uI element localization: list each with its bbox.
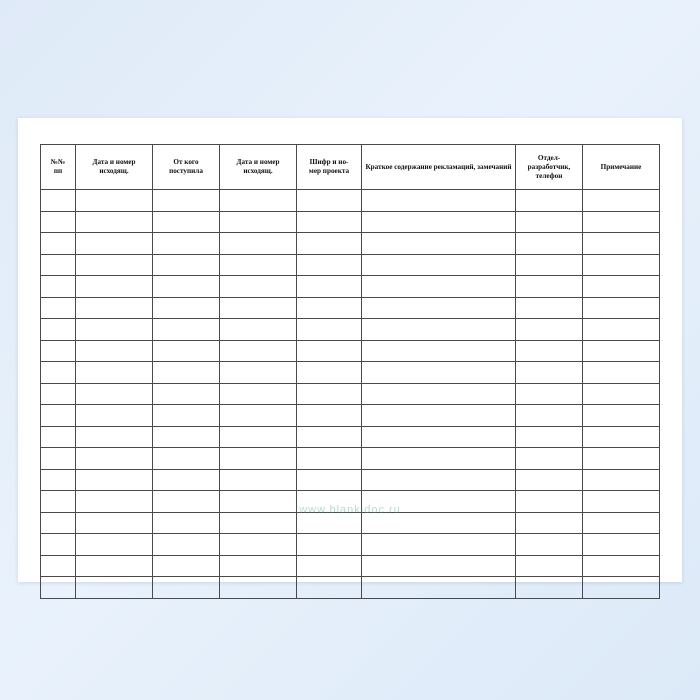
table-cell[interactable] xyxy=(153,233,220,255)
table-cell[interactable] xyxy=(41,448,76,470)
table-cell[interactable] xyxy=(153,426,220,448)
table-cell[interactable] xyxy=(516,512,583,534)
table-cell[interactable] xyxy=(153,534,220,556)
table-cell[interactable] xyxy=(76,297,153,319)
table-row xyxy=(41,469,660,491)
table-cell[interactable] xyxy=(220,426,297,448)
table-cell[interactable] xyxy=(583,211,660,233)
table-cell[interactable] xyxy=(220,190,297,212)
table-cell[interactable] xyxy=(362,534,516,556)
watermark-text: www.blankidoc.ru xyxy=(299,504,401,516)
table-cell[interactable] xyxy=(41,491,76,513)
table-cell[interactable] xyxy=(76,340,153,362)
header-line: Шифр и но- xyxy=(309,158,349,166)
table-cell[interactable] xyxy=(41,426,76,448)
table-cell[interactable] xyxy=(362,340,516,362)
table-cell[interactable] xyxy=(153,405,220,427)
table-cell[interactable] xyxy=(220,362,297,384)
table-cell[interactable] xyxy=(583,491,660,513)
table-cell[interactable] xyxy=(362,233,516,255)
table-cell[interactable] xyxy=(153,254,220,276)
table-cell[interactable] xyxy=(583,233,660,255)
table-cell[interactable] xyxy=(41,254,76,276)
header-line: Дата и номер xyxy=(92,158,136,166)
table-cell[interactable] xyxy=(76,362,153,384)
table-cell[interactable] xyxy=(583,426,660,448)
table-cell[interactable] xyxy=(220,340,297,362)
header-line: телефон xyxy=(535,171,563,180)
table-cell[interactable] xyxy=(516,233,583,255)
table-cell[interactable] xyxy=(153,297,220,319)
header-line: Примечание xyxy=(600,162,642,171)
table-row xyxy=(41,491,660,513)
table-cell[interactable] xyxy=(220,319,297,341)
table-row xyxy=(41,319,660,341)
table-cell[interactable] xyxy=(297,211,362,233)
table-cell[interactable] xyxy=(153,491,220,513)
table-row xyxy=(41,340,660,362)
table-cell[interactable] xyxy=(220,577,297,599)
table-cell[interactable] xyxy=(220,512,297,534)
table-cell[interactable] xyxy=(516,469,583,491)
table-cell[interactable] xyxy=(362,405,516,427)
table-cell[interactable] xyxy=(153,319,220,341)
table-row xyxy=(41,383,660,405)
table-cell[interactable] xyxy=(76,555,153,577)
table-cell[interactable] xyxy=(583,469,660,491)
table-cell[interactable] xyxy=(583,383,660,405)
table-cell[interactable] xyxy=(76,577,153,599)
header-line: Краткое содержание рекламаций, замечаний xyxy=(365,162,512,171)
table-cell[interactable] xyxy=(297,426,362,448)
table-cell[interactable] xyxy=(76,383,153,405)
table-cell[interactable] xyxy=(76,233,153,255)
table-cell[interactable] xyxy=(153,190,220,212)
table-row xyxy=(41,405,660,427)
table-cell[interactable] xyxy=(297,383,362,405)
column-header-number xyxy=(41,145,76,190)
table-cell[interactable] xyxy=(297,555,362,577)
table-cell[interactable] xyxy=(220,491,297,513)
table-cell[interactable] xyxy=(297,233,362,255)
table-cell[interactable] xyxy=(153,383,220,405)
table-header xyxy=(41,145,660,190)
table-cell[interactable] xyxy=(583,297,660,319)
table-cell[interactable] xyxy=(362,254,516,276)
header-line: Отдел- xyxy=(537,153,561,162)
table-cell[interactable] xyxy=(297,469,362,491)
table-cell[interactable] xyxy=(362,383,516,405)
table-row xyxy=(41,448,660,470)
table-cell[interactable] xyxy=(153,362,220,384)
table-cell[interactable] xyxy=(583,254,660,276)
header-line: мер проекта xyxy=(308,167,350,175)
table-cell[interactable] xyxy=(516,448,583,470)
table-cell[interactable] xyxy=(153,469,220,491)
table-cell[interactable] xyxy=(220,276,297,298)
table-cell[interactable] xyxy=(297,340,362,362)
table-cell[interactable] xyxy=(516,319,583,341)
table-cell[interactable] xyxy=(220,297,297,319)
table-cell[interactable] xyxy=(76,426,153,448)
header-line: поступила xyxy=(169,167,203,175)
table-cell[interactable] xyxy=(297,190,362,212)
table-cell[interactable] xyxy=(583,555,660,577)
table-cell[interactable] xyxy=(153,340,220,362)
table-cell[interactable] xyxy=(220,534,297,556)
table-cell[interactable] xyxy=(220,233,297,255)
table-row xyxy=(41,233,660,255)
table-cell[interactable] xyxy=(153,211,220,233)
table-cell[interactable] xyxy=(297,276,362,298)
table-row xyxy=(41,426,660,448)
table-row xyxy=(41,276,660,298)
table-cell[interactable] xyxy=(153,512,220,534)
table-cell[interactable] xyxy=(297,319,362,341)
table-cell[interactable] xyxy=(362,297,516,319)
table-cell[interactable] xyxy=(362,211,516,233)
table-cell[interactable] xyxy=(362,448,516,470)
table-cell[interactable] xyxy=(583,340,660,362)
column-header-date-outgoing-2 xyxy=(220,145,297,190)
table-cell[interactable] xyxy=(516,340,583,362)
table-cell[interactable] xyxy=(516,211,583,233)
table-cell[interactable] xyxy=(76,211,153,233)
table-cell[interactable] xyxy=(583,276,660,298)
table-cell[interactable] xyxy=(297,512,362,534)
table-cell[interactable] xyxy=(153,448,220,470)
table-cell[interactable] xyxy=(153,577,220,599)
header-line: исходящ. xyxy=(99,167,129,175)
table-cell[interactable] xyxy=(362,469,516,491)
table-row xyxy=(41,211,660,233)
table-cell[interactable] xyxy=(41,233,76,255)
table-cell[interactable] xyxy=(516,362,583,384)
table-cell[interactable] xyxy=(153,276,220,298)
table-cell[interactable] xyxy=(41,534,76,556)
table-cell[interactable] xyxy=(76,405,153,427)
table-cell[interactable] xyxy=(76,469,153,491)
table-cell[interactable] xyxy=(220,448,297,470)
table-cell[interactable] xyxy=(516,405,583,427)
table-cell[interactable] xyxy=(362,491,516,513)
table-cell[interactable] xyxy=(362,362,516,384)
table-cell[interactable] xyxy=(297,491,362,513)
table-row xyxy=(41,555,660,577)
table-cell[interactable] xyxy=(583,512,660,534)
journal-table-container xyxy=(40,144,660,560)
header-line: От кого xyxy=(173,158,199,166)
table-cell[interactable] xyxy=(297,297,362,319)
table-cell[interactable] xyxy=(41,211,76,233)
table-cell[interactable] xyxy=(297,534,362,556)
table-cell[interactable] xyxy=(220,555,297,577)
table-cell[interactable] xyxy=(297,448,362,470)
document-sheet xyxy=(18,118,682,582)
table-cell[interactable] xyxy=(362,190,516,212)
table-cell[interactable] xyxy=(220,469,297,491)
table-cell[interactable] xyxy=(41,362,76,384)
table-cell[interactable] xyxy=(362,577,516,599)
table-cell[interactable] xyxy=(583,190,660,212)
table-cell[interactable] xyxy=(583,362,660,384)
table-cell[interactable] xyxy=(41,297,76,319)
table-cell[interactable] xyxy=(516,534,583,556)
table-cell[interactable] xyxy=(41,469,76,491)
table-row xyxy=(41,297,660,319)
table-cell[interactable] xyxy=(583,405,660,427)
table-cell[interactable] xyxy=(516,190,583,212)
table-row xyxy=(41,577,660,599)
header-line: пп xyxy=(53,167,63,175)
table-cell[interactable] xyxy=(153,555,220,577)
table-cell[interactable] xyxy=(516,491,583,513)
table-row xyxy=(41,254,660,276)
table-cell[interactable] xyxy=(297,577,362,599)
table-row xyxy=(41,190,660,212)
table-row xyxy=(41,362,660,384)
table-cell[interactable] xyxy=(76,491,153,513)
table-cell[interactable] xyxy=(220,254,297,276)
table-cell[interactable] xyxy=(516,276,583,298)
table-header-row xyxy=(41,145,660,190)
table-cell[interactable] xyxy=(516,254,583,276)
table-cell[interactable] xyxy=(220,405,297,427)
table-cell[interactable] xyxy=(583,577,660,599)
table-cell[interactable] xyxy=(41,276,76,298)
table-cell[interactable] xyxy=(41,577,76,599)
table-row xyxy=(41,534,660,556)
table-cell[interactable] xyxy=(362,426,516,448)
column-header-note xyxy=(583,145,660,190)
header-line: №№ xyxy=(50,158,66,166)
table-cell[interactable] xyxy=(220,383,297,405)
table-cell[interactable] xyxy=(516,577,583,599)
column-header-summary xyxy=(362,145,516,190)
table-cell[interactable] xyxy=(516,426,583,448)
table-cell[interactable] xyxy=(76,448,153,470)
table-cell[interactable] xyxy=(362,319,516,341)
table-cell[interactable] xyxy=(362,555,516,577)
table-cell[interactable] xyxy=(41,340,76,362)
table-cell[interactable] xyxy=(583,448,660,470)
table-cell[interactable] xyxy=(41,555,76,577)
table-cell[interactable] xyxy=(76,276,153,298)
header-line: исходящ. xyxy=(243,167,273,175)
table-cell[interactable] xyxy=(41,319,76,341)
journal-table xyxy=(40,144,660,599)
table-cell[interactable] xyxy=(220,211,297,233)
column-header-project-code xyxy=(297,145,362,190)
table-cell[interactable] xyxy=(41,405,76,427)
column-header-department xyxy=(516,145,583,190)
table-cell[interactable] xyxy=(41,190,76,212)
table-cell[interactable] xyxy=(297,405,362,427)
table-cell[interactable] xyxy=(76,254,153,276)
header-line: Дата и номер xyxy=(236,158,280,166)
table-cell[interactable] xyxy=(76,190,153,212)
table-cell[interactable] xyxy=(516,383,583,405)
table-cell[interactable] xyxy=(76,512,153,534)
header-line: разработчик, xyxy=(527,162,571,171)
table-cell[interactable] xyxy=(516,555,583,577)
table-cell[interactable] xyxy=(583,319,660,341)
table-cell[interactable] xyxy=(297,254,362,276)
column-header-date-outgoing-1 xyxy=(76,145,153,190)
table-cell[interactable] xyxy=(41,383,76,405)
table-cell[interactable] xyxy=(297,362,362,384)
table-cell[interactable] xyxy=(362,512,516,534)
table-cell[interactable] xyxy=(76,534,153,556)
table-cell[interactable] xyxy=(516,297,583,319)
table-body xyxy=(41,190,660,599)
table-cell[interactable] xyxy=(583,534,660,556)
table-cell[interactable] xyxy=(362,276,516,298)
table-cell[interactable] xyxy=(41,512,76,534)
table-row xyxy=(41,512,660,534)
table-cell[interactable] xyxy=(76,319,153,341)
column-header-source xyxy=(153,145,220,190)
